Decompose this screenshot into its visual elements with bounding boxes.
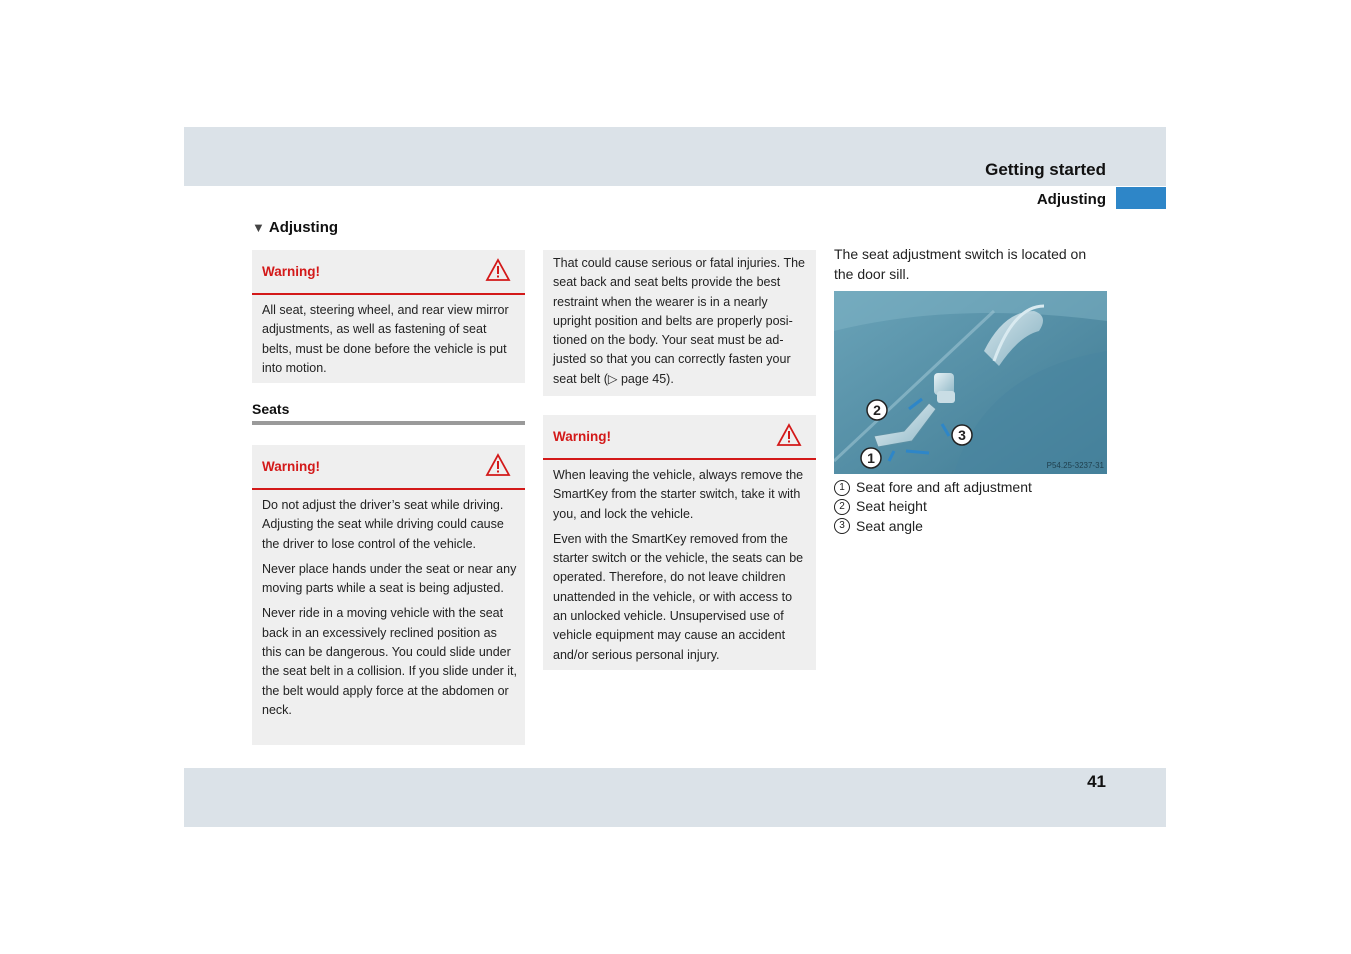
seat-switch-illustration xyxy=(834,291,1107,474)
legend-item xyxy=(834,478,1032,497)
warning-title: Warning! xyxy=(262,264,320,279)
legend-number: 2 xyxy=(834,499,850,515)
seats-heading: Seats xyxy=(252,401,290,417)
page-heading-text: Adjusting xyxy=(268,219,339,236)
legend-label: Seat height xyxy=(856,498,927,515)
continued-paragraph: That could cause serious or fatal injuries. The seat back and seat belts provide the best restraint when the wearer is in a nearly upright position and belts are properly positioned on the body. Your seat must be adjusted so that you can correctly fasten your seat belt (▷ page 45). xyxy=(553,256,805,386)
heading-rule xyxy=(252,421,525,425)
warning-continued-box xyxy=(543,250,816,396)
warning-paragraph: Even with the SmartKey removed from the starter switch or the vehicle, the seats can be operated. Therefore, do not leave children unattended in the vehicle, or with access to an unlocked vehicle. Unsupervised use of vehicle equipment may cause an accident and/or serious personal injury. xyxy=(553,531,804,662)
page-heading xyxy=(252,219,338,236)
callout-2 xyxy=(867,400,887,420)
warning-paragraph: When leaving the vehicle, always remove the SmartKey from the starter switch, take it with you, and lock the vehicle. xyxy=(553,468,804,521)
warning-title: Warning! xyxy=(553,429,611,444)
warning-box-1 xyxy=(252,250,525,383)
legend-label: Seat angle xyxy=(856,517,923,534)
intro-text: The seat adjustment switch is located on the door sill. xyxy=(834,246,1087,282)
legend-number: 1 xyxy=(834,480,850,496)
warning-header xyxy=(252,445,525,490)
warning-paragraph: Never place hands under the seat or near any moving parts while a seat is being adjusted. xyxy=(262,561,517,596)
svg-text:2: 2 xyxy=(873,402,881,418)
svg-text:3: 3 xyxy=(958,427,966,443)
warning-triangle-icon xyxy=(776,423,802,447)
footer-band xyxy=(184,768,1166,827)
legend-item xyxy=(834,497,1032,516)
warning-box-3 xyxy=(543,415,816,670)
legend-number: 3 xyxy=(834,518,850,534)
callout-1 xyxy=(861,448,881,468)
figure-legend xyxy=(834,478,1032,536)
legend-item xyxy=(834,517,1032,536)
section-tab-marker xyxy=(1116,187,1166,209)
seat-switch-figure xyxy=(834,291,1107,474)
warning-triangle-icon xyxy=(485,453,511,477)
subsection-title: Adjusting xyxy=(1036,191,1106,208)
warning-title: Warning! xyxy=(262,459,320,474)
warning-paragraph: Never ride in a moving vehicle with the seat back in an excessively reclined position as this can be dangerous. You could slide under the seat belt in a collision. If you slide under it, the belt would apply force at the abdomen or neck. xyxy=(262,606,518,717)
section-title: Getting started xyxy=(985,160,1106,179)
figure-code: P54.25-3237-31 xyxy=(1046,461,1104,470)
warning-paragraph: All seat, steering wheel, and rear view mirror adjustments, as well as fastening of seat belts, must be done before the vehicle is put into motion. xyxy=(262,303,509,375)
warning-paragraph: Do not adjust the driver’s seat while driving. Adjusting the seat while driving could cause the driver to lose control of the vehicle. xyxy=(262,498,504,551)
warning-box-2 xyxy=(252,445,525,745)
warning-header xyxy=(252,250,525,295)
triangle-down-icon: ▼ xyxy=(252,220,265,235)
page-number: 41 xyxy=(1087,772,1106,791)
callout-3 xyxy=(952,425,972,445)
warning-triangle-icon xyxy=(485,258,511,282)
svg-text:1: 1 xyxy=(867,450,875,466)
warning-header xyxy=(543,415,816,460)
legend-label: Seat fore and aft adjustment xyxy=(856,479,1032,495)
